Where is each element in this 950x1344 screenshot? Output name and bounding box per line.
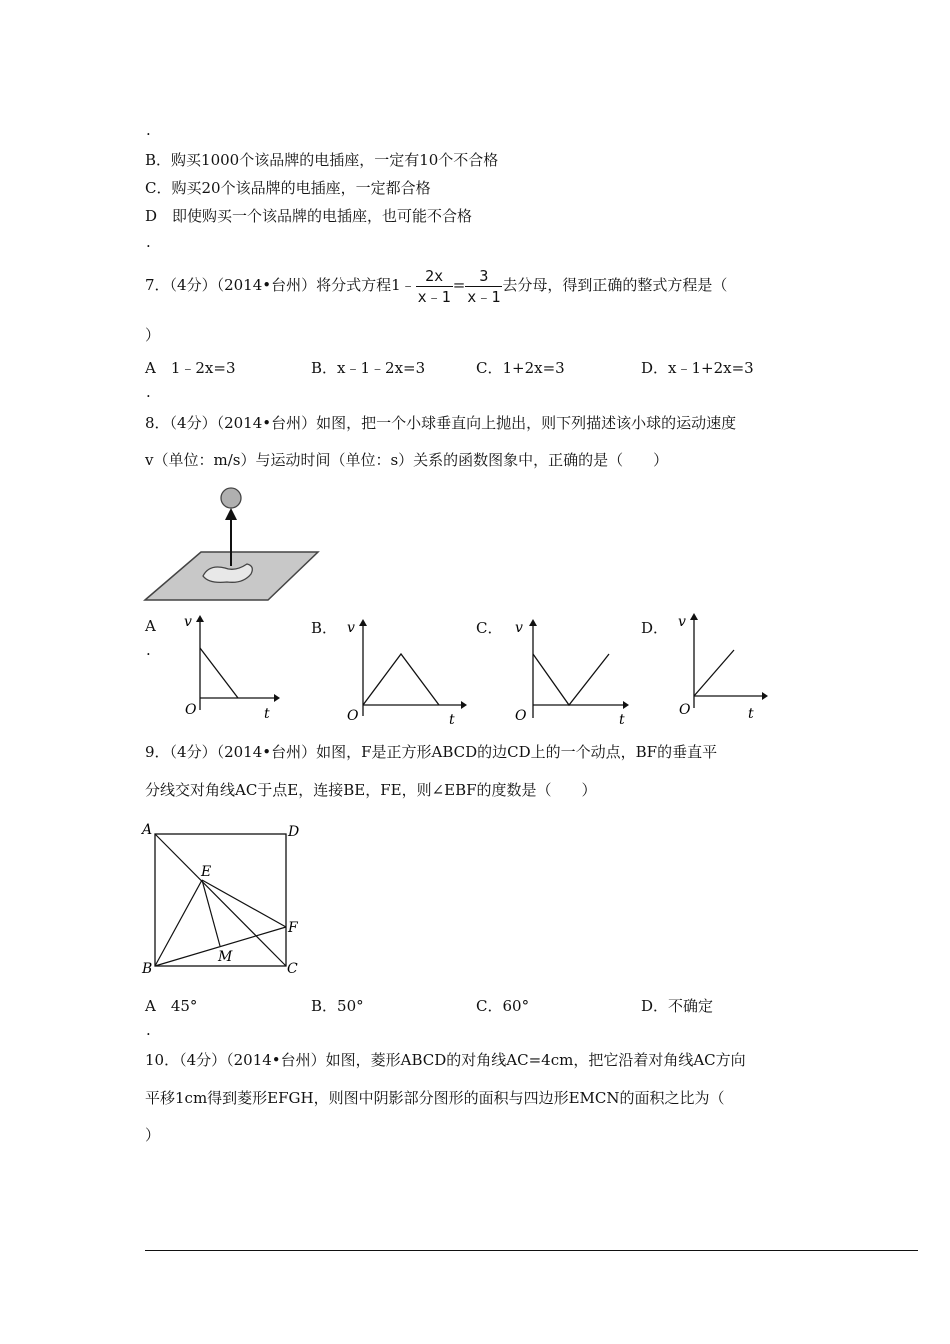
graph-d-line — [694, 650, 734, 696]
label-c: C — [287, 961, 298, 977]
label-f: F — [288, 920, 298, 936]
q6-option-d: D 即使购买一个该品牌的电插座，也可能不合格 — [145, 207, 473, 225]
dot-marker: · — [146, 645, 151, 663]
graph-d — [670, 608, 780, 723]
graph-b — [333, 610, 473, 725]
q7-prefix: 7．（4分）（2014•台州）将分式方程1﹣ — [145, 276, 416, 294]
q6-option-b: B．购买1000个该品牌的电插座，一定有10个不合格 — [145, 151, 499, 169]
label-b: B — [142, 961, 153, 977]
q7-option-a: A 1﹣2x=3 — [145, 359, 236, 377]
q7-frac2-numerator: 3 — [465, 266, 502, 287]
dot-marker: · — [146, 387, 151, 405]
graph-a-t-label: t — [264, 706, 270, 722]
label-m: M — [218, 949, 233, 965]
q7-equals: = — [452, 276, 466, 294]
graph-c-v-label: v — [515, 620, 523, 636]
graph-b-v-label: v — [347, 620, 355, 636]
graph-d-t-label: t — [748, 706, 754, 722]
q8-stem-line-1: 8．（4分）（2014•台州）如图，把一个小球垂直向上抛出，则下列描述该小球的运动速度 — [145, 414, 737, 432]
graph-c-t-label: t — [619, 712, 625, 725]
graph-c — [503, 610, 643, 725]
dot-marker: · — [146, 125, 151, 143]
q7-close-paren: ） — [145, 326, 161, 344]
segment-fe — [202, 880, 286, 927]
q10-close-paren: ） — [145, 1126, 161, 1144]
q8-option-c: C． — [476, 619, 503, 637]
footer-rule — [145, 1250, 918, 1251]
q7-option-c: C．1+2x=3 — [476, 359, 565, 377]
graph-b-t-label: t — [449, 712, 455, 725]
ball-throw-figure — [143, 484, 323, 606]
graph-b-line — [363, 654, 439, 705]
q7-frac1-numerator: 2x — [416, 266, 453, 287]
graph-a-v-label: v — [184, 614, 192, 630]
q7-option-d: D．x﹣1+2x=3 — [641, 359, 754, 377]
segment-be — [155, 880, 202, 966]
q9-option-a: A 45° — [145, 997, 198, 1015]
q7-frac2-denominator: x﹣1 — [467, 287, 501, 306]
q7-fraction-2 — [465, 266, 502, 307]
q10-stem-line-1: 10．（4分）（2014•台州）如图，菱形ABCD的对角线AC=4cm，把它沿着对角线AC方向 — [145, 1051, 746, 1069]
q8-option-b: B． — [311, 619, 338, 637]
q9-option-b: B．50° — [311, 997, 364, 1015]
q7-option-b: B．x﹣1﹣2x=3 — [311, 359, 426, 377]
q8-option-d: D． — [641, 619, 669, 637]
graph-a — [170, 610, 280, 725]
q7-frac1-denominator: x﹣1 — [417, 287, 451, 306]
q9-stem-line-2: 分线交对角线AC于点E，连接BE，FE，则∠EBF的度数是（ ） — [145, 781, 597, 799]
label-d: D — [288, 824, 300, 840]
q7-suffix: 去分母，得到正确的整式方程是（ — [502, 276, 728, 294]
q9-option-d: D．不确定 — [641, 997, 714, 1015]
label-e: E — [201, 864, 212, 880]
q8-option-a: A — [145, 617, 156, 635]
dot-marker: · — [146, 1025, 151, 1043]
dot-marker: · — [146, 237, 151, 255]
q9-stem-line-1: 9．（4分）（2014•台州）如图，F是正方形ABCD的边CD上的一个动点，BF的垂直平 — [145, 743, 718, 761]
q8-stem-line-2: v（单位：m/s）与运动时间（单位：s）关系的函数图象中，正确的是（ ） — [145, 451, 669, 469]
graph-a-line — [200, 648, 238, 698]
graph-d-v-label: v — [678, 614, 686, 630]
label-a: A — [142, 822, 153, 838]
up-arrow-head-icon — [225, 508, 237, 520]
ball-icon — [221, 488, 241, 508]
q10-stem-line-2: 平移1cm得到菱形EFGH，则图中阴影部分图形的面积与四边形EMCN的面积之比为（ — [145, 1089, 725, 1107]
q7-stem — [145, 264, 727, 307]
graph-c-line — [533, 654, 609, 705]
square-abcd-figure — [140, 818, 310, 978]
graph-c-origin-label: O — [515, 708, 527, 724]
graph-d-origin-label: O — [679, 702, 691, 718]
q9-option-c: C．60° — [476, 997, 530, 1015]
q7-fraction-1 — [416, 266, 453, 307]
graph-b-origin-label: O — [347, 708, 359, 724]
graph-a-origin-label: O — [185, 702, 197, 718]
q6-option-c: C．购买20个该品牌的电插座，一定都合格 — [145, 179, 431, 197]
